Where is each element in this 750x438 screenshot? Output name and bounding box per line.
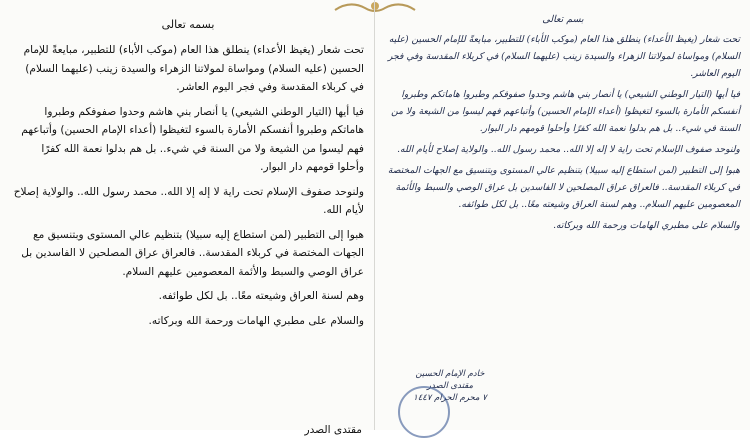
signature-name: مقتدى الصدر: [426, 381, 474, 391]
handwritten-letter: [380, 14, 746, 430]
signature-title: خادم الإمام الحسين: [415, 369, 485, 379]
signature-date: ٧ محرم الحرام ١٤٤٧: [413, 393, 487, 403]
hand-paragraph-5: والسلام على مطبري الهامات ورحمة الله وبركاته.: [553, 220, 740, 231]
hand-paragraph-4: هبوا إلى التطبير (لمن استطاع إليه سبيلا) بتنظيم عالي المستوى وبتنسيق مع الجهات المختصة في كربلاء المقدسة.. فالعراق عراق المصلحين لا الفاسدين بل عراق الوصي والسبط والأئمة المعصومين عليهم السلام.. وهم لسنة العراق وشيعته معًا.. بل لكل طوائفه.: [387, 165, 740, 210]
typed-title: بسمه تعالى: [161, 18, 215, 31]
typed-paragraph-3: ولنوحد صفوف الإسلام تحت راية لا إله إلا الله.. محمد رسول الله.. والولاية إصلاح لأيام الله.: [13, 185, 364, 216]
typed-signature-cut: مقتدى الصدر: [304, 424, 362, 436]
hand-paragraph-3: ولنوحد صفوف الإسلام تحت راية لا إله إلا الله.. محمد رسول الله.. والولاية إصلاح لأيام الله.: [397, 144, 740, 155]
typed-paragraph-6: والسلام على مطبري الهامات ورحمة الله وبركاته.: [148, 314, 364, 327]
typed-paragraph-4: هبوا إلى التطبير (لمن استطاع إليه سبيلا) بتنظيم عالي المستوى وبتنسيق مع الجهات المختصة في كربلاء المقدسة.. فالعراق عراق المصلحين لا الفاسدين بل عراق الوصي والسبط والأئمة المعصومين عليهم السلام.: [21, 228, 364, 278]
hand-title: بسم تعالى: [542, 14, 584, 25]
hand-paragraph-2: فيا أيها (التيار الوطني الشيعي) يا أنصار بني هاشم وحدوا صفوفكم وطبروا هاماتكم وطبروا أنفسكم الأمارة بالسوء لتغيظوا (أعداء الإمام الحسين) وأتباعهم فهم ليسوا من الشيعة ولا من السنة في شيء.. بل هم بدلوا نعمة الله كفرًا وأحلوا قومهم دار البوار.: [391, 89, 740, 134]
page-divider: [374, 0, 375, 430]
typed-paragraph-1: تحت شعار (يغيظ الأعداء) ينطلق هذا العام (موكب الأباء) للتطبير، مبايعةً للإمام الحسين (عليه السلام) ومواساة لمولاتنا الزهراء والسيدة زينب (عليهما السلام) في كربلاء المقدسة وفي فجر اليوم العاشر.: [23, 44, 364, 93]
typed-paragraph-2: فيا أيها (التيار الوطني الشيعي) يا أنصار بني هاشم وحدوا صفوفكم وطبروا هاماتكم وطبروا أنفسكم الأمارة بالسوء لتغيظوا (أعداء الإمام الحسين) وأتباعهم فهم ليسوا من الشيعة ولا من السنة في شيء.. بل هم بدلوا نعمة الله كفرًا وأحلوا قومهم دار البوار.: [21, 105, 364, 173]
typed-transcription: [8, 18, 368, 436]
seal-stamp-icon: [398, 386, 450, 438]
hand-paragraph-1: تحت شعار (يغيظ الأعداء) ينطلق هذا العام (موكب الأباء) للتطبير، مبايعةً للإمام الحسين (عليه السلام) ومواساة لمولاتنا الزهراء والسيدة زينب (عليهما السلام) في كربلاء المقدسة وفي فجر اليوم العاشر.: [388, 34, 740, 79]
typed-paragraph-5: وهم لسنة العراق وشيعته معًا.. بل لكل طوائفه.: [158, 290, 364, 302]
